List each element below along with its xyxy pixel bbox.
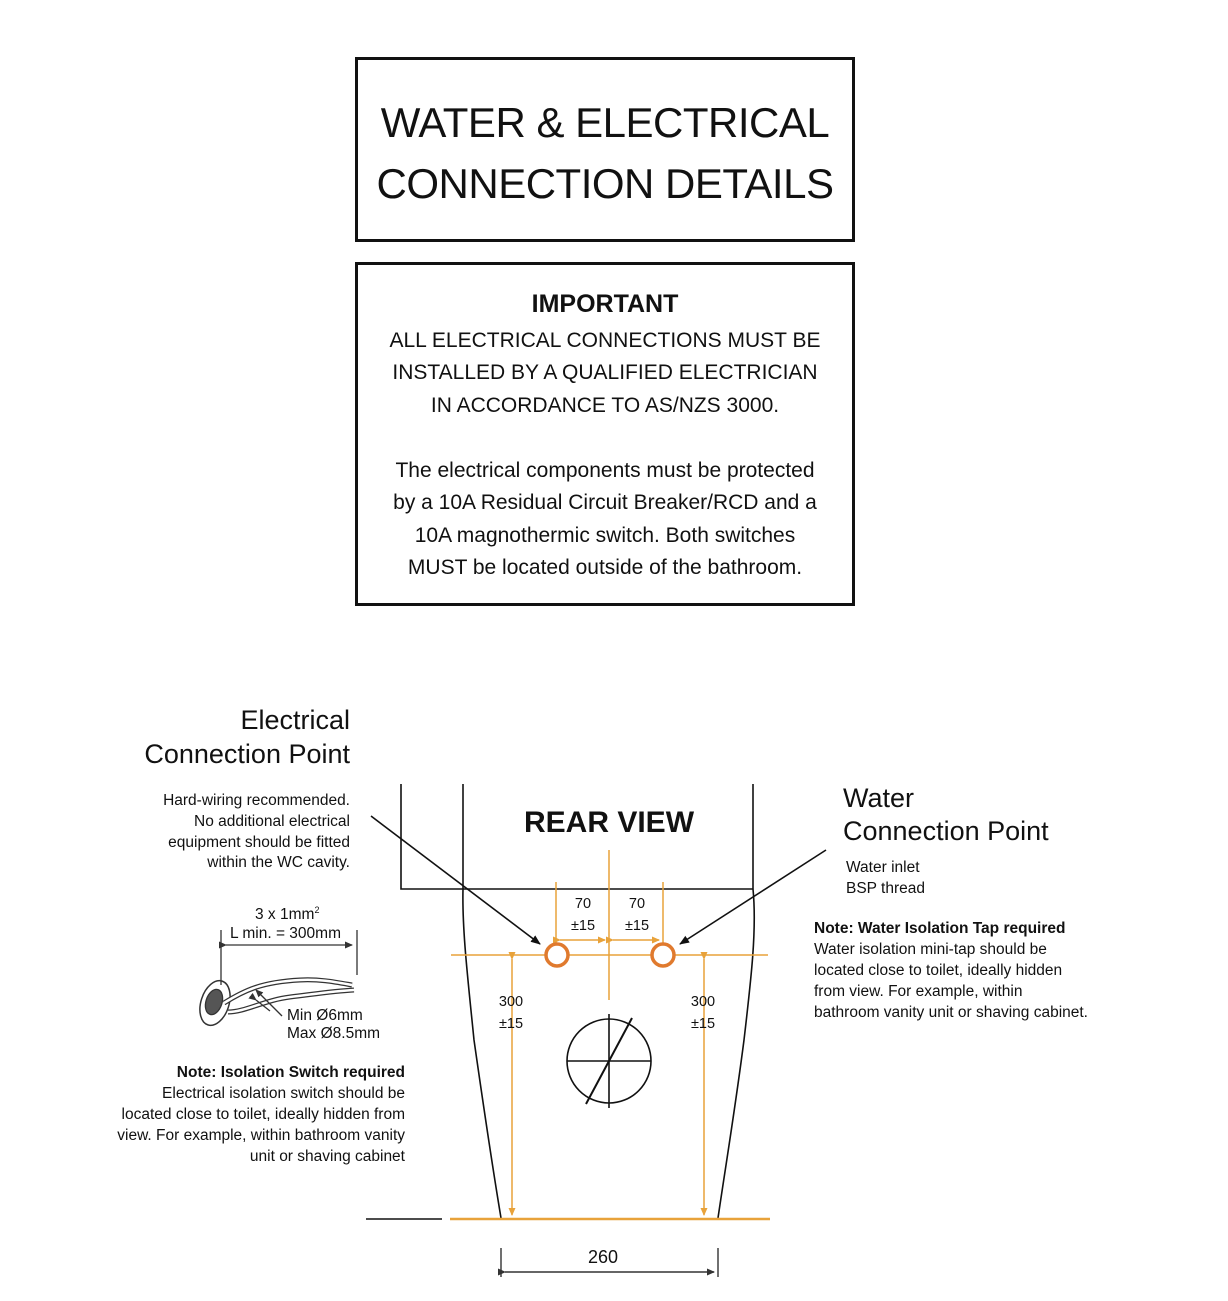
important-line: The electrical components must be protected	[395, 459, 815, 482]
pan-left-profile	[463, 889, 501, 1218]
dim-left-offset-tol: ±15	[570, 918, 596, 934]
dim-left-height-value: 300	[498, 994, 524, 1010]
wall-outline-left	[401, 784, 463, 889]
water-tap-note-title: Note: Water Isolation Tap required	[814, 920, 1066, 937]
water-title-line-2: Connection Point	[843, 816, 1049, 846]
important-line: IN ACCORDANCE TO AS/NZS 3000.	[430, 394, 780, 417]
isolation-switch-note-line: Electrical isolation switch should be	[162, 1085, 405, 1102]
pan-right-profile	[718, 889, 754, 1218]
important-line: 10A magnothermic switch. Both switches	[414, 524, 796, 547]
water-connection-point	[652, 944, 674, 966]
dim-right-height-tol: ±15	[690, 1016, 716, 1032]
isolation-switch-note-title: Note: Isolation Switch required	[176, 1064, 405, 1081]
isolation-switch-note-line: unit or shaving cabinet	[249, 1148, 405, 1165]
dim-left-height-tol: ±15	[498, 1016, 524, 1032]
important-line: MUST be located outside of the bathroom.	[407, 556, 803, 579]
dim-right-offset-tol: ±15	[624, 918, 650, 934]
dim-right-height-value: 300	[690, 994, 716, 1010]
electrical-desc-line: Hard-wiring recommended.	[163, 792, 350, 809]
water-tap-note-line: located close to toilet, ideally hidden	[814, 962, 1063, 979]
water-title-line-1: Water	[843, 783, 915, 813]
dim-base-width-value: 260	[588, 1247, 619, 1267]
electrical-connection-point	[546, 944, 568, 966]
water-desc-line: BSP thread	[846, 880, 925, 897]
orange-dimensions	[450, 850, 770, 1219]
electrical-desc-line: equipment should be fitted	[168, 834, 350, 851]
water-desc-line: Water inlet	[846, 859, 920, 876]
dim-right-offset-value: 70	[628, 896, 646, 912]
cable-diameter-min: Min Ø6mm	[287, 1007, 363, 1024]
isolation-switch-note-line: view. For example, within bathroom vanity	[117, 1127, 405, 1144]
important-line: INSTALLED BY A QUALIFIED ELECTRICIAN	[392, 361, 818, 384]
important-heading: IMPORTANT	[531, 290, 679, 318]
electrical-desc-line: within the WC cavity.	[207, 854, 350, 871]
isolation-switch-note-line: located close to toilet, ideally hidden from	[121, 1106, 405, 1123]
water-tap-note-line: Water isolation mini-tap should be	[814, 941, 1047, 958]
cable-spec-line-1: 3 x $1mm^2$	[255, 905, 320, 924]
water-tap-note-line: bathroom vanity unit or shaving cabinet.	[814, 1004, 1088, 1021]
important-line: ALL ELECTRICAL CONNECTIONS MUST BE	[389, 329, 821, 352]
electrical-leader-arrow	[371, 816, 540, 944]
important-line: by a 10A Residual Circuit Breaker/RCD and a	[393, 491, 817, 514]
electrical-desc-line: No additional electrical	[194, 813, 350, 830]
electrical-title-line-1: Electrical	[240, 705, 350, 735]
cable-spec-line-2: L min. = 300mm	[230, 925, 341, 942]
rear-view-label: REAR VIEW	[524, 806, 695, 839]
dim-left-offset-value: 70	[574, 896, 592, 912]
electrical-title-line-2: Connection Point	[144, 739, 350, 769]
page-title-line-1: WATER & ELECTRICAL	[380, 99, 830, 146]
waste-outlet-symbol	[567, 1014, 651, 1108]
water-tap-note-line: from view. For example, within	[814, 983, 1023, 1000]
page-title-line-2: CONNECTION DETAILS	[376, 160, 834, 207]
cable-diameter-max: Max Ø8.5mm	[287, 1025, 381, 1042]
